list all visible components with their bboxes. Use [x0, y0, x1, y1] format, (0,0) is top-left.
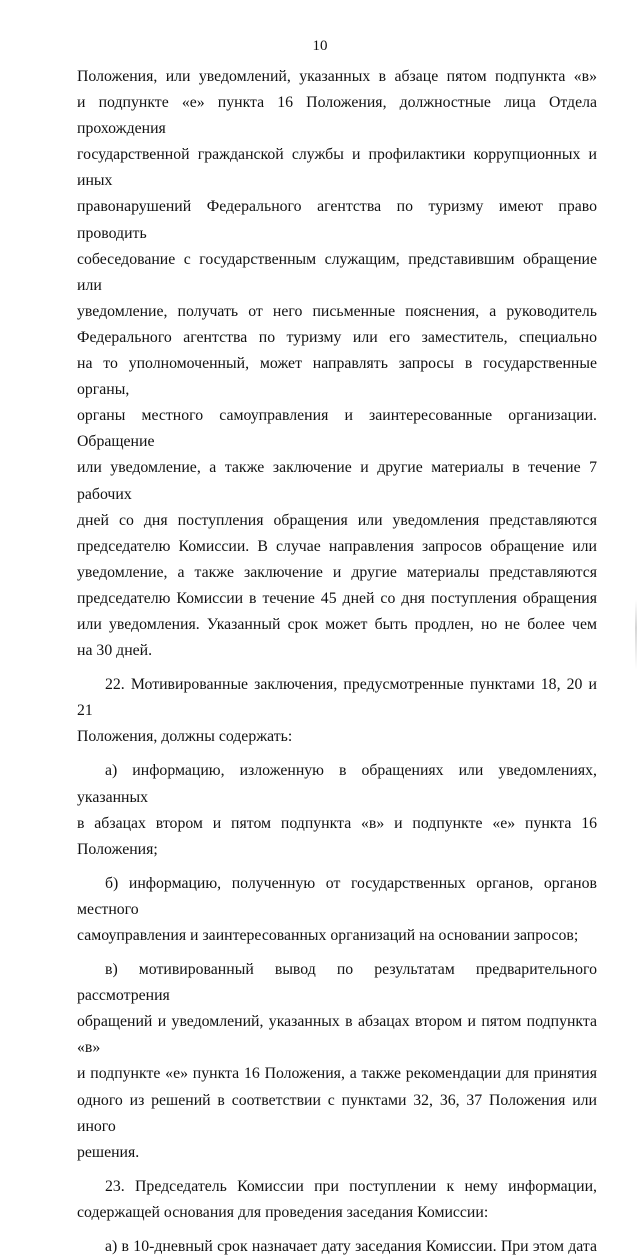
text-line: правонарушений Федерального агентства по туризму имеют право проводить — [77, 198, 597, 242]
text-line: Федерального агентства по туризму или его заместитель, специально — [77, 328, 597, 346]
text-line: государственной гражданской службы и профилактики коррупционных и иных — [77, 146, 597, 190]
text-line: 22. Мотивированные заключения, предусмотренные пунктами 18, 20 и 21 — [77, 676, 597, 720]
text-line: или уведомление, а также заключение и другие материалы в течение 7 рабочих — [77, 459, 597, 503]
text-line: Положения, или уведомлений, указанных в абзаце пятом подпункта «в» — [77, 68, 597, 85]
text-line: органы местного самоуправления и заинтересованные организации. Обращение — [77, 407, 597, 451]
text-line: содержащей основания для проведения заседания Комиссии: — [77, 1203, 489, 1221]
text-line: уведомление, а также заключение и другие материалы представляются — [77, 563, 597, 581]
page-number: 10 — [312, 38, 328, 54]
text-line: председателю Комиссии. В случае направления запросов обращение или — [77, 537, 597, 555]
paragraph-continuation — [77, 64, 597, 664]
text-line: одного из решений в соответствии с пунктами 32, 36, 37 Положения или иного — [77, 1091, 597, 1135]
text-line: б) информацию, полученную от государственных органов, органов местного — [77, 874, 597, 918]
document-body — [77, 64, 597, 1260]
paragraph-item-23-subitem-a — [77, 1234, 597, 1260]
paragraph-subitem-b — [77, 871, 597, 949]
text-line: и подпункте «е» пункта 16 Положения, должностные лица Отдела прохождения — [77, 94, 597, 138]
text-line: а) информацию, изложенную в обращениях или уведомлениях, указанных — [77, 762, 597, 806]
text-line: или уведомления. Указанный срок может быть продлен, но не более чем — [77, 615, 597, 633]
text-line: Положения, должны содержать: — [77, 728, 293, 746]
text-line: на 30 дней. — [77, 642, 153, 660]
scan-edge-mark — [635, 600, 637, 670]
paragraph-item-23 — [77, 1174, 597, 1226]
text-line: 23. Председатель Комиссии при поступлении к нему информации, — [105, 1177, 597, 1195]
text-line: самоуправления и заинтересованных организаций на основании запросов; — [77, 927, 579, 944]
paragraph-subitem-v — [77, 957, 597, 1166]
text-line: обращений и уведомлений, указанных в абзацах втором и пятом подпункта «в» — [77, 1013, 597, 1057]
text-line: на то уполномоченный, может направлять запросы в государственные органы, — [77, 355, 597, 399]
text-line: собеседование с государственным служащим, представившим обращение или — [77, 250, 597, 294]
text-line: в абзацах втором и пятом подпункта «в» и подпункте «е» пункта 16 Положения; — [77, 814, 597, 858]
paragraph-subitem-a — [77, 758, 597, 862]
text-line: решения. — [77, 1143, 140, 1161]
text-line: дней со дня поступления обращения или уведомления представляются — [77, 511, 597, 529]
text-line: в) мотивированный вывод по результатам предварительного рассмотрения — [77, 961, 597, 1005]
text-line: и подпункте «е» пункта 16 Положения, а также рекомендации для принятия — [77, 1065, 597, 1083]
text-line: уведомление, получать от него письменные пояснения, а руководитель — [77, 302, 597, 320]
paragraph-item-22 — [77, 672, 597, 750]
text-line: а) в 10-дневный срок назначает дату заседания Комиссии. При этом дата — [105, 1238, 597, 1256]
text-line: председателю Комиссии в течение 45 дней со дня поступления обращения — [77, 589, 597, 607]
